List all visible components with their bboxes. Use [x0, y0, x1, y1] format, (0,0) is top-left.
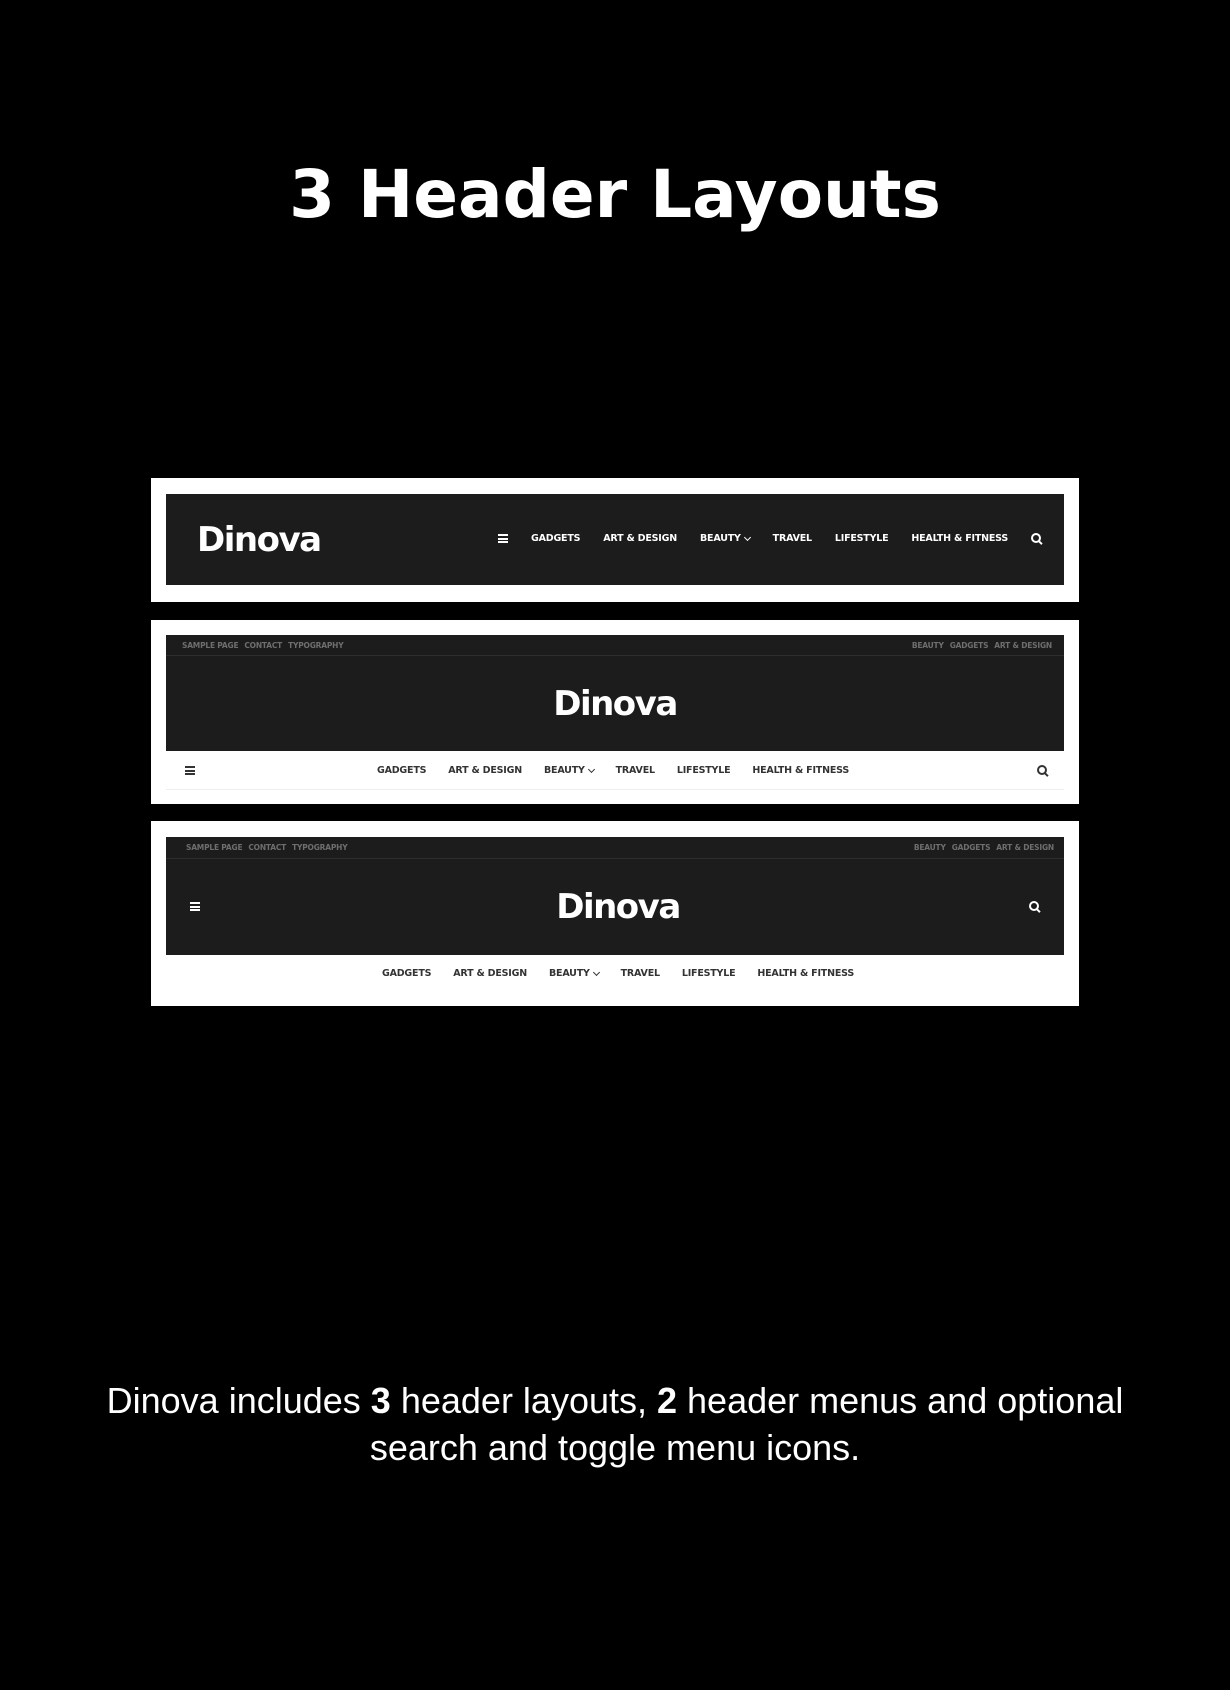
header-layout-3-preview [151, 821, 1079, 1006]
nav-item-health-fitness[interactable]: HEALTH & FITNESS [757, 968, 854, 979]
search-icon[interactable] [1031, 533, 1042, 544]
search-icon[interactable] [1029, 901, 1040, 912]
nav-item-lifestyle[interactable]: LIFESTYLE [681, 968, 736, 979]
nav-item-lifestyle[interactable]: LIFESTYLE [834, 533, 889, 544]
nav-item-beauty[interactable] [549, 968, 599, 979]
nav-item-beauty[interactable] [544, 765, 594, 776]
page-title: 3 Header Layouts [289, 156, 941, 233]
nav-item-beauty-label: BEAUTY [548, 968, 590, 979]
main-navigation [498, 533, 1042, 544]
header-layout-2-preview [151, 620, 1079, 804]
top-menu-right [912, 641, 1052, 650]
nav-item-art-design[interactable]: ART & DESIGN [603, 533, 677, 544]
main-navigation [166, 765, 1064, 776]
chevron-down-icon [593, 968, 600, 975]
top-bar [166, 635, 1064, 656]
nav-item-art-design[interactable]: ART & DESIGN [448, 765, 522, 776]
site-logo[interactable]: Dinova [553, 684, 677, 724]
nav-item-beauty[interactable] [700, 533, 750, 544]
light-nav-bar [166, 751, 1064, 789]
nav-item-art-design[interactable]: ART & DESIGN [453, 968, 527, 979]
nav-item-lifestyle[interactable]: LIFESTYLE [676, 765, 731, 776]
top-menu-left [186, 843, 347, 852]
nav-item-travel[interactable]: TRAVEL [615, 765, 655, 776]
description-text-2: header layouts, [390, 1380, 657, 1421]
description-text-3: header menus and optional search and toggle menu icons. [369, 1380, 1124, 1468]
chevron-down-icon [588, 765, 595, 772]
layout-count: 3 [370, 1380, 391, 1421]
top-item-sample-page[interactable]: SAMPLE PAGE [186, 843, 243, 852]
feature-description [90, 1377, 1140, 1471]
top-item-typography[interactable]: TYPOGRAPHY [292, 843, 348, 852]
search-icon[interactable] [1037, 765, 1048, 776]
nav-item-gadgets[interactable]: GADGETS [382, 968, 432, 979]
main-navigation [166, 968, 1064, 979]
nav-item-gadgets[interactable]: GADGETS [377, 765, 427, 776]
top-menu-left [182, 641, 343, 650]
site-logo[interactable]: Dinova [197, 520, 321, 560]
top-item-contact[interactable]: CONTACT [248, 843, 287, 852]
top-item-gadgets[interactable]: GADGETS [951, 843, 991, 852]
nav-item-beauty-label: BEAUTY [700, 533, 741, 544]
top-bar [166, 837, 1064, 859]
description-text-1: Dinova includes [106, 1380, 371, 1421]
chevron-down-icon [744, 533, 751, 540]
top-item-sample-page[interactable]: SAMPLE PAGE [182, 641, 239, 650]
top-item-contact[interactable]: CONTACT [244, 641, 283, 650]
nav-item-gadgets[interactable]: GADGETS [531, 533, 581, 544]
nav-item-health-fitness[interactable]: HEALTH & FITNESS [752, 765, 849, 776]
hamburger-menu-icon[interactable] [498, 534, 508, 543]
header-dark-bar [166, 837, 1064, 955]
nav-item-beauty-label: BEAUTY [543, 765, 585, 776]
top-item-art-design[interactable]: ART & DESIGN [994, 641, 1052, 650]
top-item-beauty[interactable]: BEAUTY [913, 843, 946, 852]
header-dark-bar [166, 635, 1064, 751]
top-item-art-design[interactable]: ART & DESIGN [996, 843, 1054, 852]
top-item-beauty[interactable]: BEAUTY [911, 641, 944, 650]
top-item-gadgets[interactable]: GADGETS [949, 641, 989, 650]
header-layout-1-preview [151, 478, 1079, 602]
header-dark-bar [166, 494, 1064, 585]
site-logo[interactable]: Dinova [556, 887, 680, 927]
menu-count: 2 [657, 1380, 678, 1421]
nav-bottom-border [166, 789, 1064, 790]
top-menu-right [914, 843, 1054, 852]
top-item-typography[interactable]: TYPOGRAPHY [288, 641, 344, 650]
nav-item-travel[interactable]: TRAVEL [620, 968, 660, 979]
nav-item-health-fitness[interactable]: HEALTH & FITNESS [911, 533, 1008, 544]
nav-item-travel[interactable]: TRAVEL [772, 533, 812, 544]
